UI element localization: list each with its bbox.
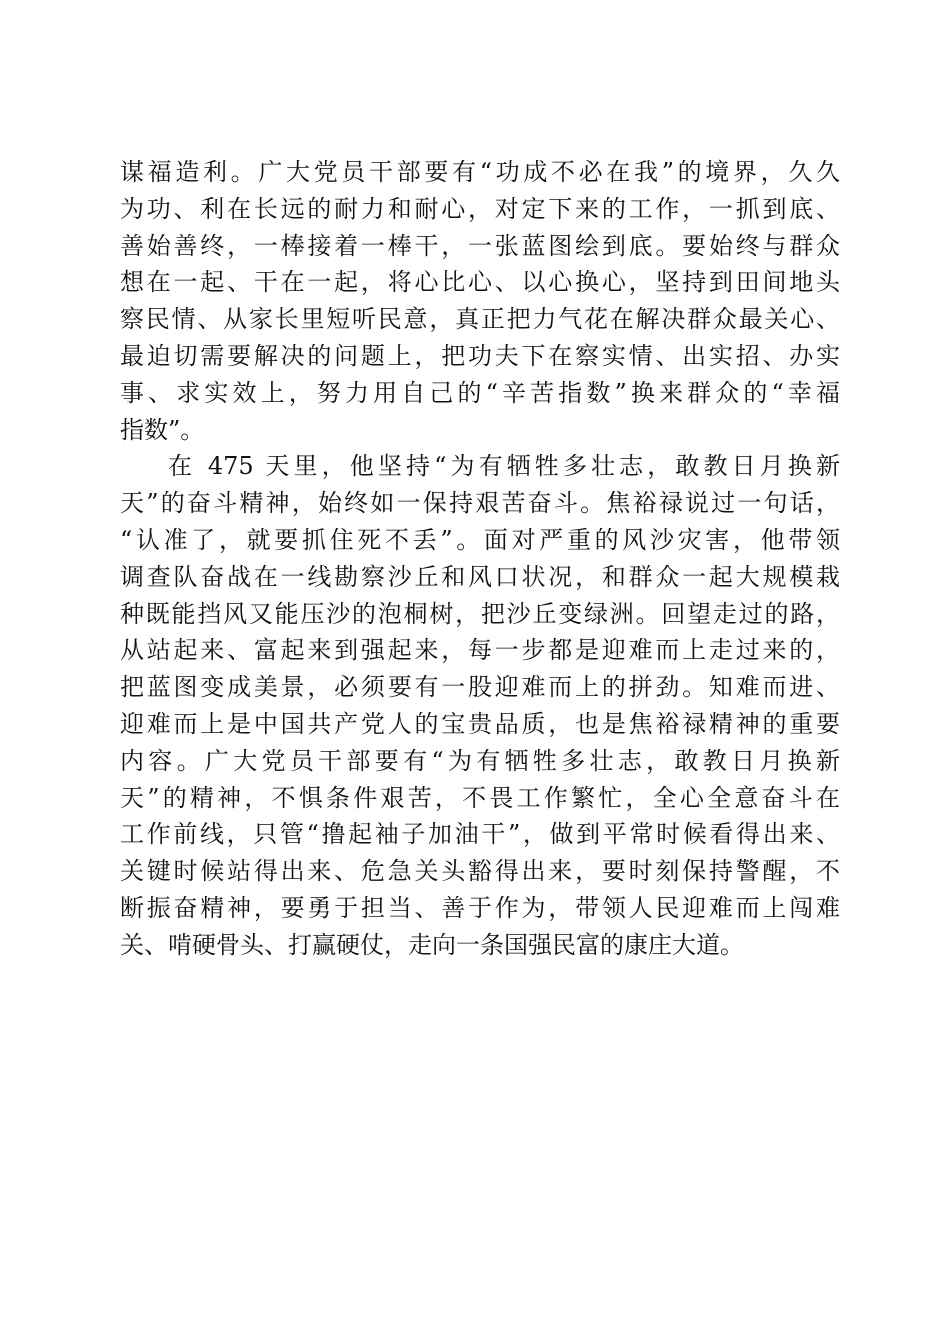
text-line: 为功、利在长远的耐力和耐心，对定下来的工作，一抓到底、 [120, 194, 840, 223]
paragraph-1 [120, 154, 840, 448]
text-line: 天”的奋斗精神，始终如一保持艰苦奋斗。焦裕禄说过一句话， [120, 489, 840, 518]
text-line: 调查队奋战在一线勘察沙丘和风口状况，和群众一起大规模栽 [120, 562, 840, 591]
text-line: 种既能挡风又能压沙的泡桐树，把沙丘变绿洲。回望走过的路， [120, 599, 840, 628]
text-line: 指数”。 [120, 415, 205, 444]
paragraph-2 [120, 448, 840, 963]
text-line: 关、啃硬骨头、打赢硬仗，走向一条国强民富的康庄大道。 [120, 930, 744, 959]
text-line: 从站起来、富起来到强起来，每一步都是迎难而上走过来的， [120, 636, 840, 665]
text-line: 天”的精神，不惧条件艰苦，不畏工作繁忙，全心全意奋斗在 [120, 783, 840, 812]
text-line: 迎难而上是中国共产党人的宝贵品质，也是焦裕禄精神的重要 [120, 709, 840, 738]
text-line: 在 475 天里，他坚持“为有牺牲多壮志，敢教日月换新 [168, 452, 840, 481]
text-line: 想在一起、干在一起，将心比心、以心换心，坚持到田间地头 [120, 268, 840, 297]
text-line: 工作前线，只管“撸起袖子加油干”，做到平常时候看得出来、 [120, 820, 840, 849]
text-line: 关键时候站得出来、危急关头豁得出来，要时刻保持警醒，不 [120, 857, 840, 886]
text-line: 谋福造利。广大党员干部要有“功成不必在我”的境界，久久 [120, 158, 840, 186]
text-line: 最迫切需要解决的问题上，把功夫下在察实情、出实招、办实 [120, 341, 840, 370]
text-line: 把蓝图变成美景，必须要有一股迎难而上的拼劲。知难而进、 [120, 673, 840, 702]
text-line: 察民情、从家长里短听民意，真正把力气花在解决群众最关心、 [120, 305, 840, 334]
text-line: 内容。广大党员干部要有“为有牺牲多壮志，敢教日月换新 [120, 746, 840, 775]
text-line: 善始善终，一棒接着一棒干，一张蓝图绘到底。要始终与群众 [120, 231, 840, 260]
text-line: 断振奋精神，要勇于担当、善于作为，带领人民迎难而上闯难 [120, 893, 840, 922]
text-line: “认准了，就要抓住死不丢”。面对严重的风沙灾害，他带领 [120, 525, 840, 554]
text-line: 事、求实效上，努力用自己的“辛苦指数”换来群众的“幸福 [120, 378, 840, 407]
body-text [120, 154, 840, 964]
